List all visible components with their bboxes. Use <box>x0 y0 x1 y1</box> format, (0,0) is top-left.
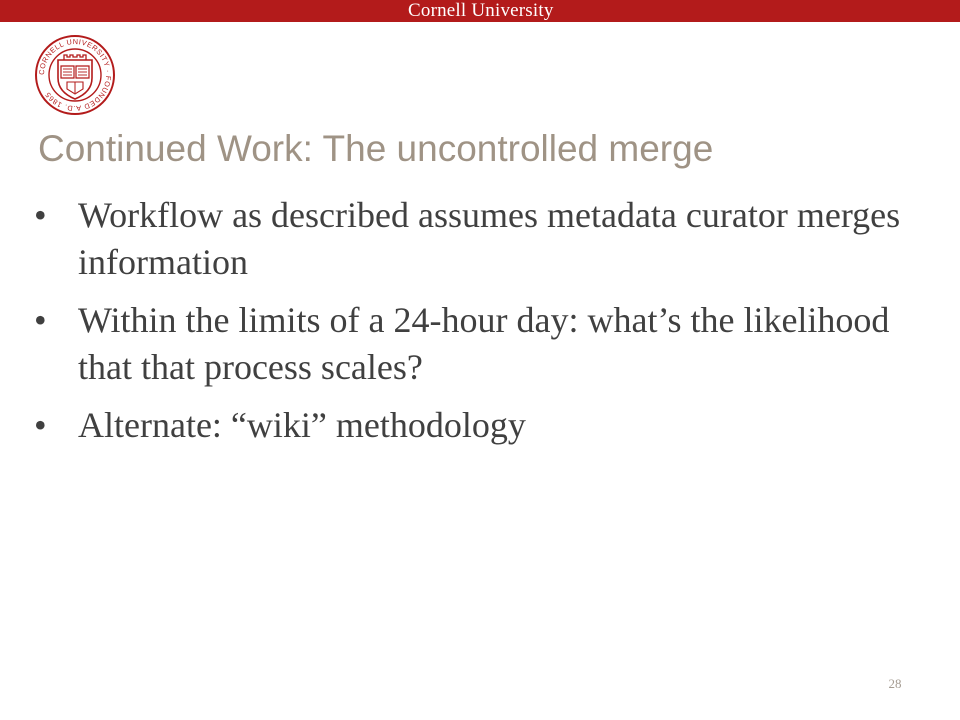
seal-ring-text: CORNELL UNIVERSITY · FOUNDED A.D. 1865 <box>36 36 114 114</box>
bullet-item <box>30 192 930 286</box>
bullet-list <box>30 192 930 460</box>
bullet-dot-icon: • <box>34 300 47 340</box>
bullet-text: Within the limits of a 24-hour day: what’s the likelihood that that process scales? <box>78 300 890 387</box>
bullet-item <box>30 297 930 391</box>
cornell-seal-icon <box>34 34 116 116</box>
slide-title: Continued Work: The uncontrolled merge <box>38 128 714 169</box>
bullet-dot-icon: • <box>34 195 47 235</box>
header-bar <box>0 0 960 22</box>
bullet-text: Workflow as described assumes metadata curator merges information <box>78 195 901 282</box>
bullet-item <box>30 402 930 449</box>
university-name: Cornell University <box>408 0 554 21</box>
bullet-text: Alternate: “wiki” methodology <box>78 405 526 445</box>
bullet-dot-icon: • <box>34 405 47 445</box>
slide-number: 28 <box>888 676 902 691</box>
